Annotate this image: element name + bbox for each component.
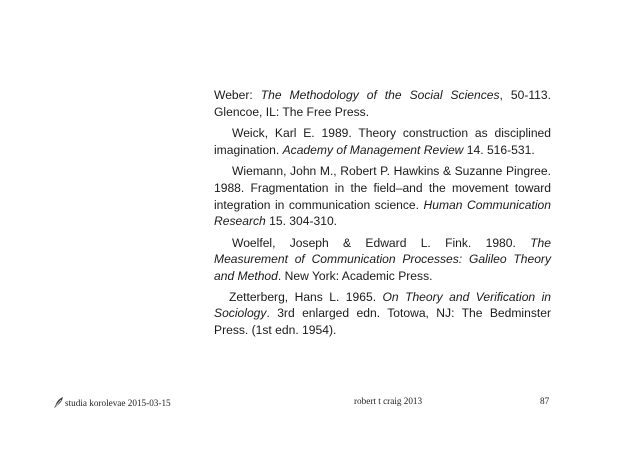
reference-zetterberg <box>214 289 551 339</box>
ref-text: 14. 516-531. <box>463 142 535 157</box>
ref-text: Woelfel, Joseph & Edward L. Fink. 1980. <box>232 235 531 250</box>
ref-text: Wiemann, John M., Robert P. Hawkins & Suzanne Pingree. 1988. Fragmentation in the field–and the movement toward integration in communication science. <box>214 164 551 212</box>
ref-text: 15. 304-310. <box>265 214 338 229</box>
reference-weick <box>214 125 551 158</box>
ref-journal: Academy of Management Review <box>282 142 464 157</box>
footer-source: studia korolevae 2015-03-15 <box>65 398 171 408</box>
reference-wiemann <box>214 163 551 229</box>
reference-list <box>214 87 551 343</box>
footer-center: robert t craig 2013 <box>354 396 423 406</box>
reference-woelfel <box>214 235 551 285</box>
ref-journal: Human Communication Research <box>214 197 551 229</box>
reference-weber <box>214 87 551 120</box>
leaf-logo-icon <box>54 396 65 408</box>
ref-title: The Measurement of Communication Processes: Galileo Theory and Method <box>214 235 551 283</box>
ref-title: The Methodology of the Social Sciences <box>260 88 500 102</box>
ref-text: Weick, Karl E. 1989. Theory construction as disciplined imagination. <box>214 126 551 157</box>
ref-text: . New York: Academic Press. <box>277 268 433 283</box>
ref-text: . 3rd enlarged edn. Totowa, NJ: The Bedminster Press. (1st edn. 1954). <box>214 306 551 337</box>
page-number: 87 <box>540 396 550 406</box>
footer-left <box>54 396 171 408</box>
ref-text: Zetterberg, Hans L. 1965. <box>229 289 383 304</box>
ref-title: On Theory and Verification in Sociology <box>214 289 551 321</box>
ref-text: , 50-113. Glencoe, IL: The Free Press. <box>214 88 551 119</box>
ref-text: Weber: <box>214 88 261 102</box>
